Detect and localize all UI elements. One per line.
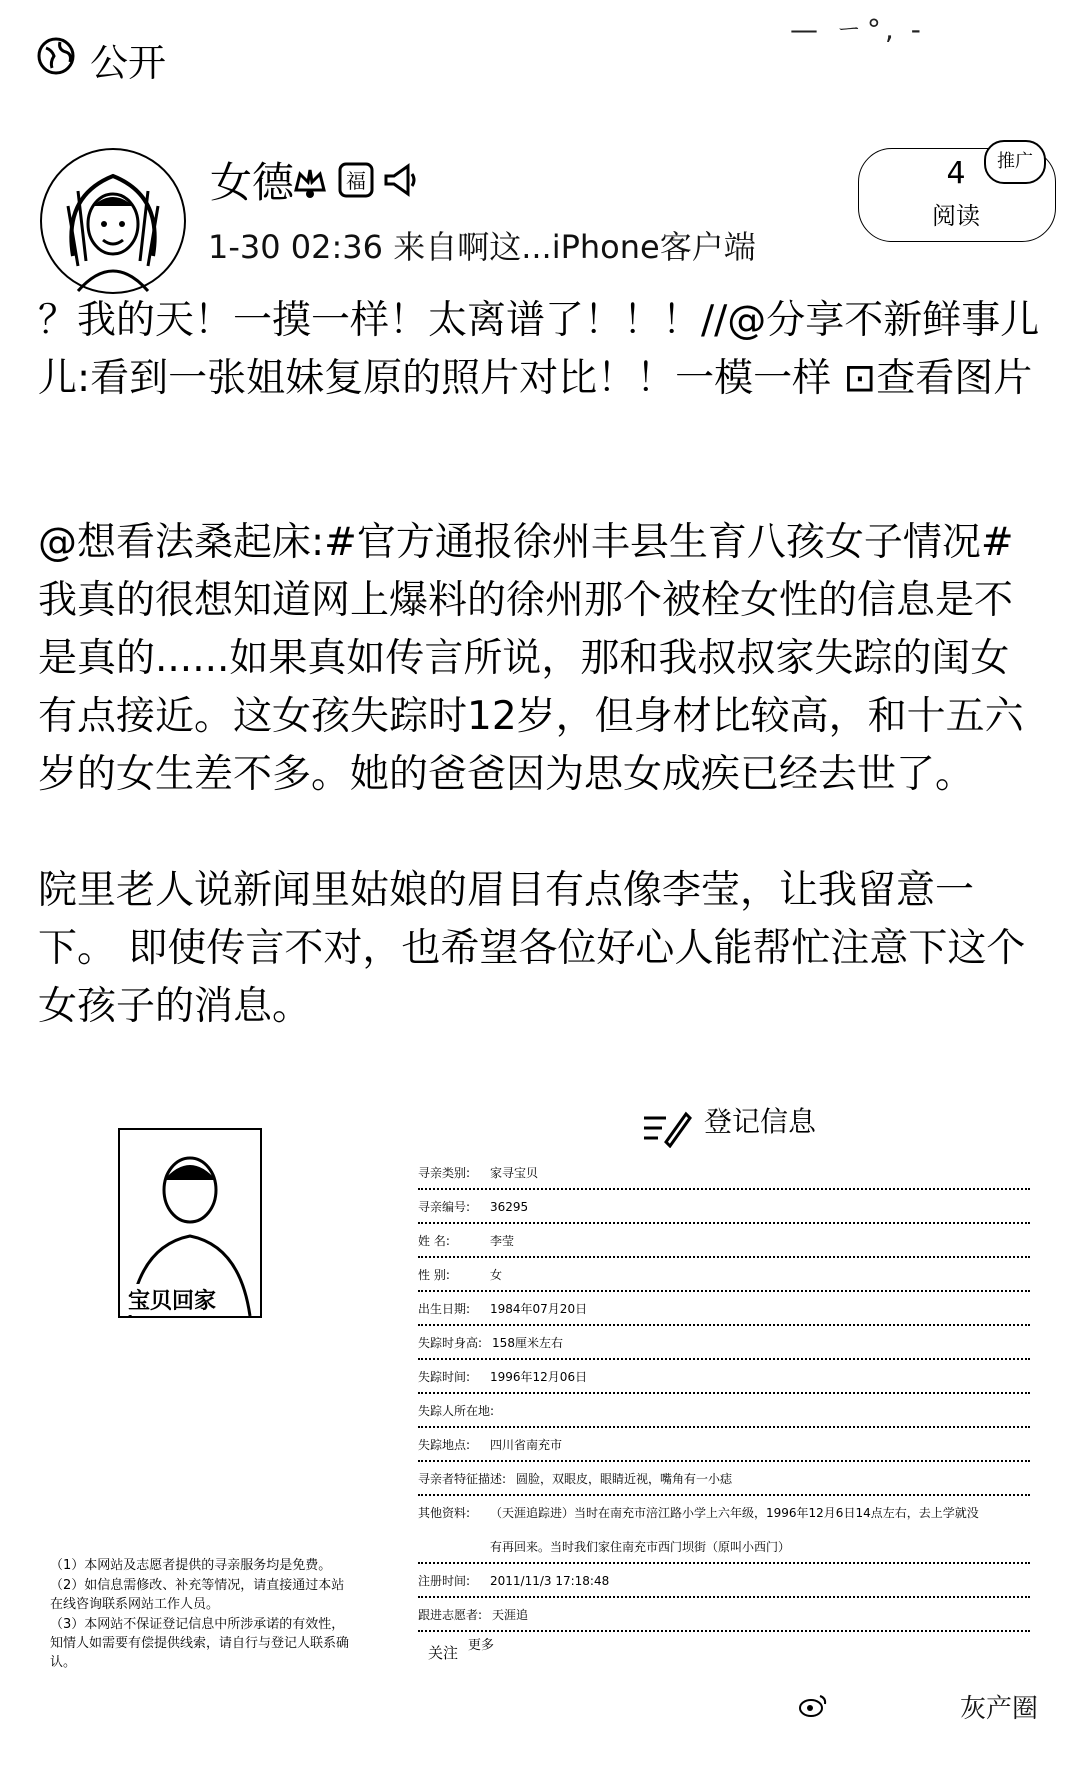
read-count: 4 bbox=[946, 156, 966, 191]
doc-row: 寻亲者特征描述: 圆脸，双眼皮，眼睛近视，嘴角有一小痣 bbox=[418, 1464, 1030, 1496]
globe-icon bbox=[36, 36, 76, 76]
doc-row: 性 别: 女 bbox=[418, 1260, 1030, 1292]
promo-tag[interactable]: 推广 bbox=[984, 140, 1046, 184]
doc-row: 跟进志愿者: 天涯追 bbox=[418, 1600, 1030, 1632]
more-link[interactable]: 更多 bbox=[468, 1638, 495, 1653]
visibility-label: 公开 bbox=[90, 41, 167, 85]
original-text-continued: 院里老人说新闻里姑娘的眉目有点像李莹，让我留意一下。 即使传言不对，也希望各位好心人能帮忙注意下这个女孩子的消息。 bbox=[38, 868, 1026, 1029]
read-label: 阅读 bbox=[932, 202, 980, 230]
doc-row: 有再回来。当时我们家住南充市西门坝街（原叫小西门） bbox=[418, 1532, 1030, 1564]
doc-row: 注册时间: 2011/11/3 17:18:48 bbox=[418, 1566, 1030, 1598]
repost-text: ？我的天！一摸一样！太离谱了！！！//@分享不新鲜事儿儿:看到一张姐妹复原的照片对比！！一模一样 ⊡查看图片 bbox=[38, 298, 1040, 401]
document-notes bbox=[50, 1556, 350, 1673]
note-item: （3）本网站不保证登记信息中所涉承诺的有效性，知情人如需要有偿提供线索，请自行与登记人联系确认。 bbox=[50, 1617, 350, 1670]
weibo-icon bbox=[798, 1692, 828, 1718]
svg-text:福: 福 bbox=[346, 169, 366, 193]
top-right-mark: — ㄧ°, - bbox=[790, 13, 925, 46]
doc-row: 其他资料: （天涯追踪进）当时在南充市涪江路小学上六年级，1996年12月6日14点左右，去上学就没 bbox=[418, 1506, 979, 1520]
follow-button[interactable]: 关注 bbox=[428, 1644, 459, 1662]
document-title: 登记信息 bbox=[704, 1105, 817, 1138]
crown-badge-icon bbox=[290, 160, 330, 200]
register-pen-icon bbox=[640, 1104, 692, 1148]
doc-row: 失踪地点: 四川省南充市 bbox=[418, 1430, 1030, 1462]
doc-row: 寻亲编号: 36295 bbox=[418, 1192, 1030, 1224]
fu-badge-icon bbox=[336, 160, 376, 200]
note-item: （2）如信息需修改、补充等情况，请直接通过本站在线咨询联系网站工作人员。 bbox=[50, 1578, 345, 1612]
doc-row: 姓 名: 李莹 bbox=[418, 1226, 1030, 1258]
doc-row: 失踪人所在地: bbox=[418, 1396, 1030, 1428]
post-meta: 1-30 02:36 来自啊这...iPhone客户端 bbox=[208, 228, 756, 266]
doc-row: 失踪时间: 1996年12月06日 bbox=[418, 1362, 1030, 1394]
watermark: 灰产圈 bbox=[960, 1694, 1039, 1724]
doc-row: 出生日期: 1984年07月20日 bbox=[418, 1294, 1030, 1326]
doc-row: 寻亲类别: 家寻宝贝 bbox=[418, 1158, 1030, 1190]
megaphone-badge-icon bbox=[380, 160, 420, 200]
avatar[interactable] bbox=[38, 146, 188, 296]
note-item: （1）本网站及志愿者提供的寻亲服务均是免费。 bbox=[50, 1558, 332, 1573]
username[interactable]: 女德 bbox=[210, 158, 295, 207]
photo-caption: 宝贝回家 bbox=[128, 1284, 216, 1315]
doc-row: 失踪时身高: 158厘米左右 bbox=[418, 1328, 1030, 1360]
original-text: @想看法桑起床:#官方通报徐州丰县生育八孩女子情况# 我真的很想知道网上爆料的徐州那个被栓女性的信息是不是真的......如果真如传言所说，那和我叔叔家失踪的闺女有点接近。这女孩失踪时12岁，但身材比较高，和十五六岁的女生差不多。她的爸爸因为思女成疾已经去世了。 bbox=[38, 520, 1024, 797]
